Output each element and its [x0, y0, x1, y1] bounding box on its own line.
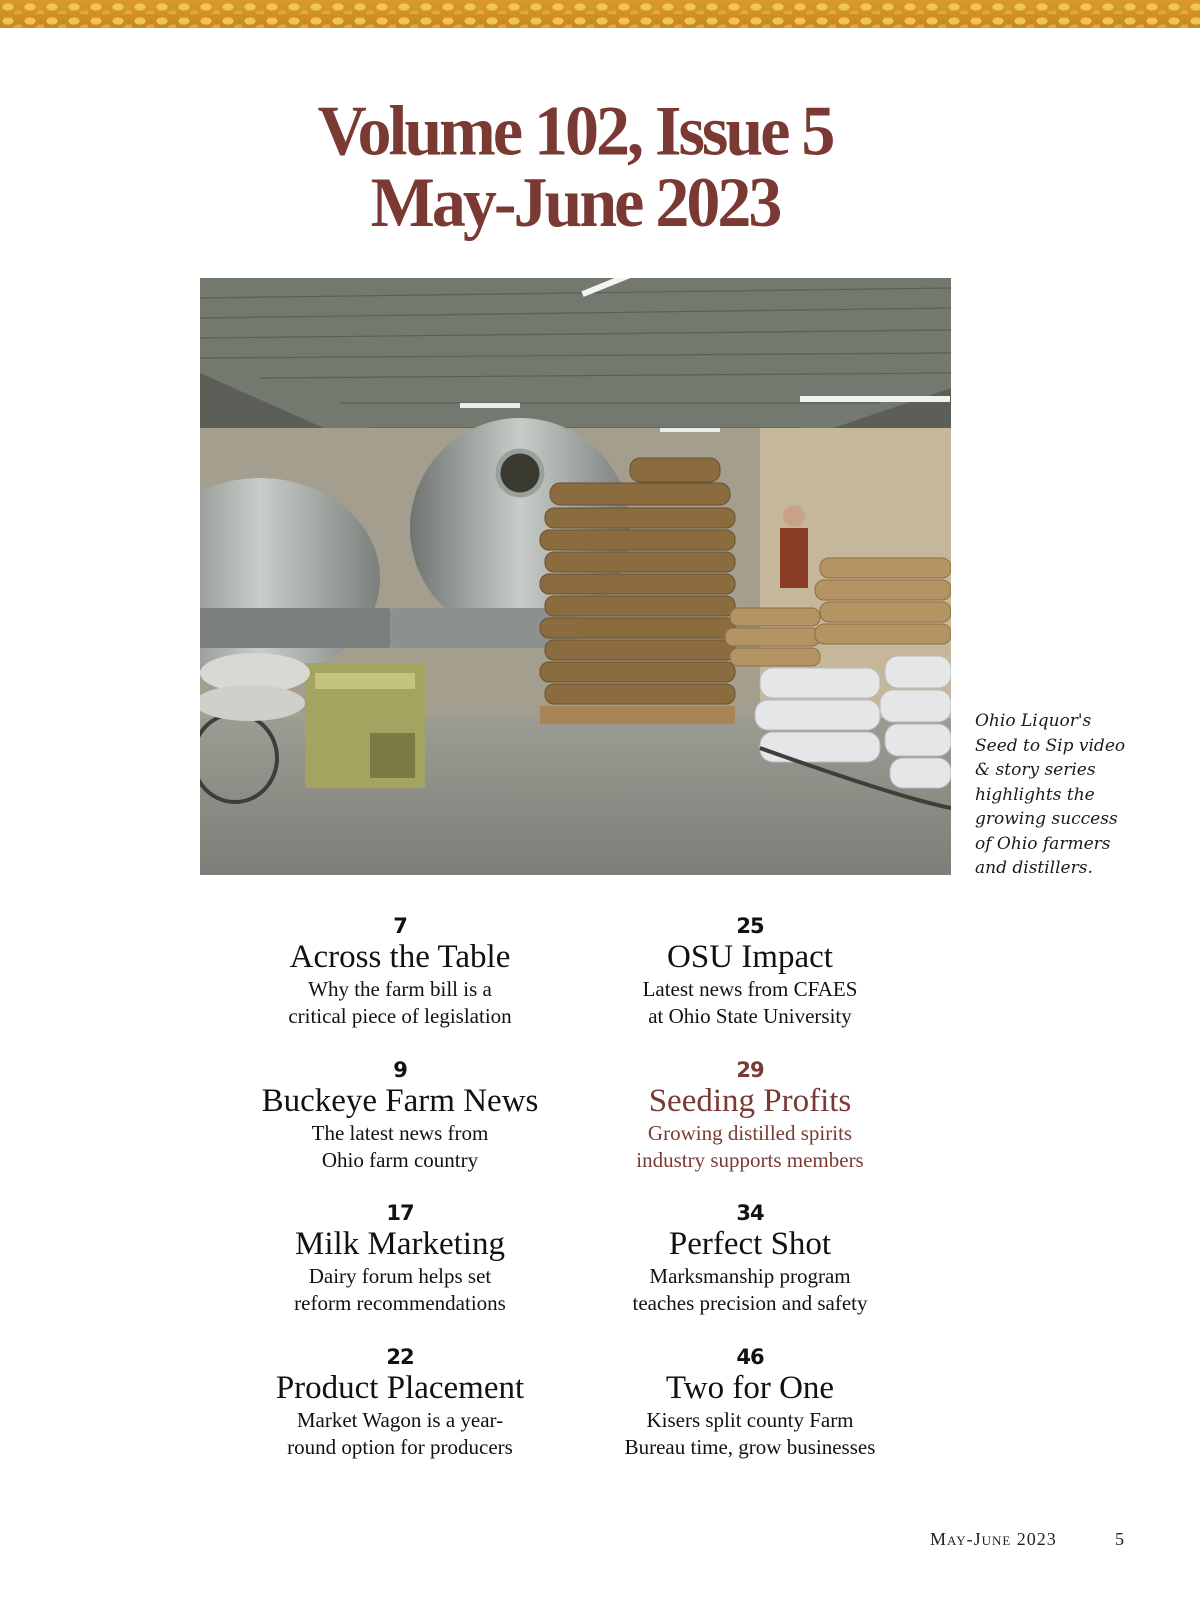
toc-title: OSU Impact: [667, 939, 833, 975]
toc-entry-osu-impact[interactable]: [570, 914, 930, 1030]
toc-description: Ohio farm country: [321, 1148, 479, 1172]
toc-entry-buckeye-farm-news[interactable]: [220, 1058, 580, 1174]
toc-entry-seeding-profits[interactable]: [570, 1058, 930, 1174]
toc-entry-milk-marketing[interactable]: [220, 1201, 580, 1317]
caption-line: highlights the: [975, 784, 1095, 805]
toc-entry-two-for-one[interactable]: [570, 1345, 930, 1461]
toc-description: Growing distilled spirits: [647, 1121, 853, 1145]
toc-description: Marksmanship program: [649, 1264, 851, 1288]
toc-description: at Ohio State University: [648, 1004, 852, 1028]
toc-description: critical piece of legislation: [288, 1004, 512, 1028]
toc-description: Latest news from CFAES: [642, 977, 858, 1001]
corn-kernels-banner: [0, 0, 1200, 28]
toc-title: Two for One: [665, 1370, 835, 1406]
toc-description: round option for producers: [287, 1435, 513, 1459]
volume-issue-heading: Volume 102, Issue 5: [317, 90, 833, 171]
caption-line: of Ohio farmers: [975, 833, 1111, 854]
toc-title: Product Placement: [275, 1370, 525, 1406]
toc-entry-across-the-table[interactable]: [220, 914, 580, 1030]
issue-date-heading: May-June 2023: [370, 161, 780, 242]
toc-title: Seeding Profits: [648, 1083, 852, 1119]
toc-title: Perfect Shot: [668, 1226, 832, 1262]
toc-description: Market Wagon is a year-: [296, 1408, 504, 1432]
toc-description: reform recommendations: [294, 1291, 506, 1315]
photo-caption: [975, 709, 1145, 881]
toc-description: Bureau time, grow businesses: [624, 1435, 876, 1459]
toc-description: teaches precision and safety: [632, 1291, 868, 1315]
toc-page-number: 9: [393, 1058, 407, 1082]
toc-page-number: 7: [393, 914, 407, 938]
toc-title: Across the Table: [289, 939, 511, 975]
toc-page-number: 34: [736, 1201, 764, 1225]
toc-page-number: 22: [386, 1345, 414, 1369]
toc-description: Why the farm bill is a: [308, 977, 492, 1001]
toc-title: Milk Marketing: [295, 1226, 505, 1262]
toc-title: Buckeye Farm News: [261, 1083, 539, 1119]
distillery-warehouse-photo: [200, 278, 951, 875]
toc-description: Dairy forum helps set: [308, 1264, 492, 1288]
issue-masthead: [0, 90, 1150, 242]
toc-entry-perfect-shot[interactable]: [570, 1201, 930, 1317]
footer-issue-date: May-June 2023: [930, 1529, 1057, 1549]
toc-description: The latest news from: [311, 1121, 489, 1145]
caption-line: Ohio Liquor's: [975, 711, 1092, 731]
footer-page-number: 5: [1115, 1529, 1124, 1549]
toc-page-number: 17: [386, 1201, 414, 1225]
caption-line: and distillers.: [975, 858, 1093, 878]
toc-description: industry supports members: [636, 1148, 864, 1172]
toc-description: Kisers split county Farm: [646, 1408, 854, 1432]
toc-entry-product-placement[interactable]: [220, 1345, 580, 1461]
toc-page-number: 46: [736, 1345, 764, 1369]
toc-page-number: 29: [736, 1058, 764, 1082]
toc-page-number: 25: [736, 914, 764, 938]
caption-line: growing success: [975, 809, 1118, 829]
caption-line: Seed to Sip video: [975, 735, 1126, 756]
caption-line: & story series: [975, 760, 1096, 780]
